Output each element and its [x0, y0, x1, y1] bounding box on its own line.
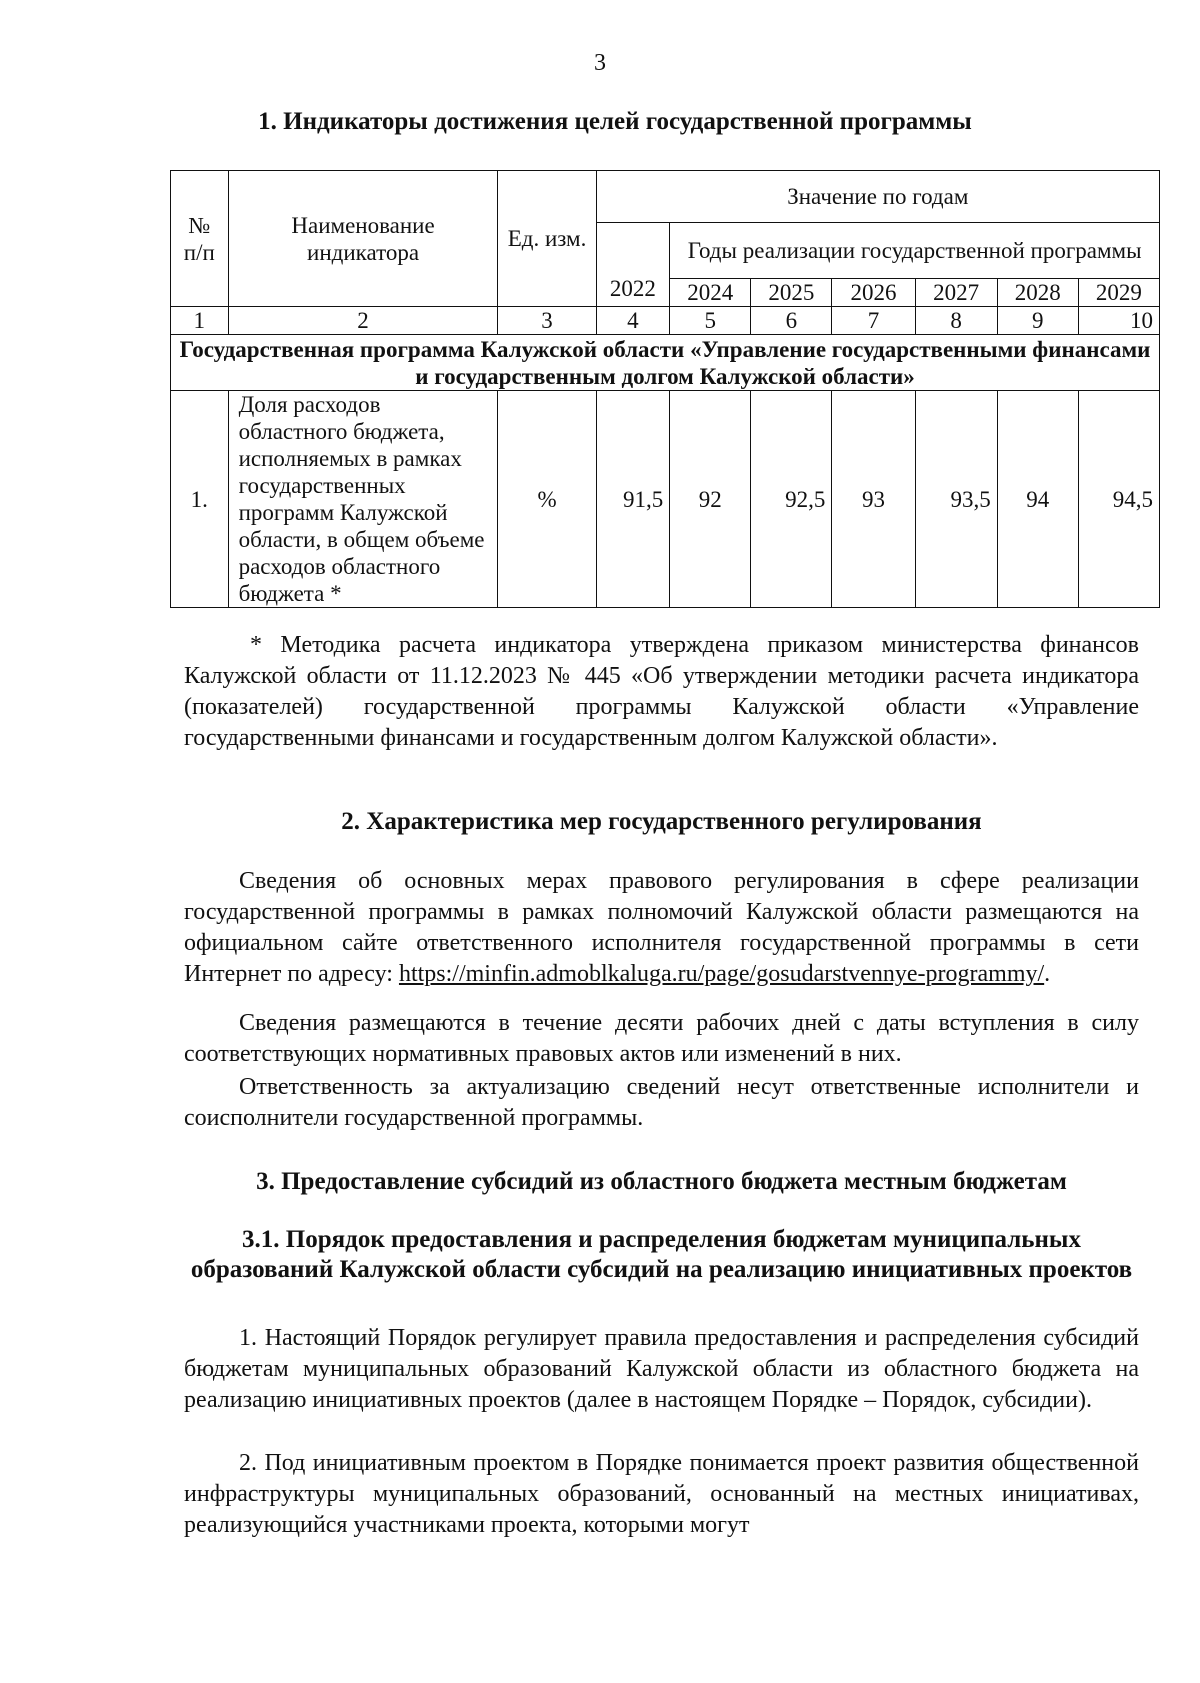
header-num: № п/п [171, 171, 229, 307]
section-3-title: 3. Предоставление субсидий из областного бюджета местным бюджетам [256, 1168, 1067, 1195]
section-2-paragraph-2: Сведения размещаются в течение десяти рабочих дней с даты вступления в силу соответствующих нормативных правовых актов или изменений в них. [184, 1010, 1139, 1067]
section-2-paragraph-1 [184, 866, 1139, 990]
program-row: Государственная программа Калужской области «Управление государственными финансами и государственным долгом Калужской области» [171, 335, 1160, 391]
column-number: 9 [997, 307, 1078, 335]
header-year: 2028 [997, 279, 1078, 307]
header-year: 2026 [832, 279, 915, 307]
section-3-paragraph-2: 2. Под инициативным проектом в Порядке понимается проект развития общественной инфраструктуры муниципальных образований, основанный на местных инициативах, реализующийся участниками проекта, которыми могут [184, 1450, 1139, 1538]
section-1-title: 1. Индикаторы достижения целей государственной программы [258, 108, 972, 135]
header-base-year: 2022 [596, 223, 670, 307]
column-number: 3 [498, 307, 596, 335]
minfin-programs-link[interactable]: https://minfin.admoblkaluga.ru/page/gosudarstvennye-programmy/ [398, 961, 1045, 987]
value-2024: 92 [670, 391, 751, 608]
header-values-by-year: Значение по годам [596, 171, 1159, 223]
header-year: 2029 [1078, 279, 1159, 307]
header-year: 2024 [670, 279, 751, 307]
column-number: 2 [228, 307, 498, 335]
column-number: 6 [751, 307, 832, 335]
section-2-paragraph-3: Ответственность за актуализацию сведений несут ответственные исполнители и соисполнители государственной программы. [184, 1074, 1139, 1131]
header-year: 2027 [915, 279, 997, 307]
page-number: 3 [594, 50, 606, 76]
value-2022: 91,5 [596, 391, 670, 608]
header-impl-years: Годы реализации государственной программы [670, 223, 1160, 279]
section-2-p1-end: . [1044, 961, 1051, 987]
column-number: 1 [171, 307, 229, 335]
value-2025: 92,5 [751, 391, 832, 608]
value-2027: 93,5 [915, 391, 997, 608]
section-2-p1-text: Сведения об основных мерах правового регулирования в сфере реализации государственной программы в рамках полномочий Калужской области размещаются на официальном сайте ответственного исполнителя государственной программы в сети Интернет по адресу: [184, 868, 1139, 987]
column-number: 10 [1078, 307, 1159, 335]
column-number: 4 [596, 307, 670, 335]
header-unit: Ед. изм. [498, 171, 596, 307]
column-number: 8 [915, 307, 997, 335]
section-3-1-title: 3.1. Порядок предоставления и распределения бюджетам муниципальных образований Калужской области субсидий на реализацию инициативных проектов [190, 1226, 1133, 1283]
header-name: Наименование индикатора [228, 171, 498, 307]
section-2-title: 2. Характеристика мер государственного регулирования [341, 808, 982, 835]
header-year: 2025 [751, 279, 832, 307]
column-number: 7 [832, 307, 915, 335]
section-3-paragraph-1: 1. Настоящий Порядок регулирует правила предоставления и распределения субсидий бюджетам муниципальных образований Калужской области из областного бюджета на реализацию инициативных проектов (далее в настоящем Порядке – Порядок, субсидии). [184, 1325, 1139, 1413]
value-2028: 94 [997, 391, 1078, 608]
indicator-name: Доля расходов областного бюджета, исполняемых в рамках государственных программ Калужской области, в общем объеме расходов областного бюджета * [228, 391, 498, 608]
row-num: 1. [171, 391, 229, 608]
column-number: 5 [670, 307, 751, 335]
indicator-footnote: * Методика расчета индикатора утверждена приказом министерства финансов Калужской области от 11.12.2023 № 445 «Об утверждении методики расчета индикатора (показателей) государственной программы Калужской области «Управление государственными финансами и государственным долгом Калужской области». [184, 632, 1139, 751]
value-2029: 94,5 [1078, 391, 1159, 608]
indicator-unit: % [498, 391, 596, 608]
indicators-table [170, 170, 1160, 608]
value-2026: 93 [832, 391, 915, 608]
